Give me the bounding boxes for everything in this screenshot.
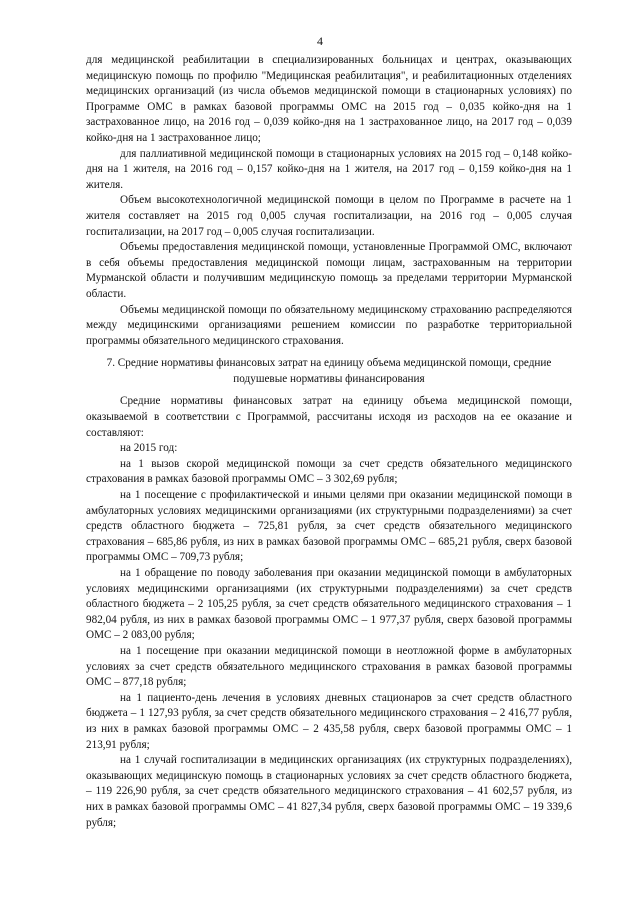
section-heading: 7. Средние нормативы финансовых затрат на единицу объема медицинской помощи, средние подушевые нормативы финансирования	[106, 357, 552, 385]
document-body	[86, 53, 572, 831]
year-label: на 2015 год:	[120, 442, 178, 455]
paragraph-ambulance-norm: на 1 вызов скорой медицинской помощи за счет средств обязательного медицинского страхования в рамках базовой программы ОМС – 3 302,69 рубля;	[86, 457, 572, 486]
paragraph-oms-volume-distribution: Объемы медицинской помощи по обязательному медицинскому страхованию распределяются между медицинскими организациями решением комиссии по разработке территориальной программы обязательного медицинского страхования.	[86, 303, 572, 347]
paragraph-day-hospital-norm: на 1 пациенто-день лечения в условиях дневных стационаров за счет средств областного бюджета – 1 127,93 рубля, за счет средств обязательного медицинского страхования – 2 416,77 рубля, из них в рамках базовой программы ОМС – 2 435,58 рубля, сверх базовой программы ОМС – 1 213,91 рубля;	[86, 691, 572, 751]
paragraph-high-tech-volume: Объем высокотехнологичной медицинской помощи в целом по Программе в расчете на 1 жителя составляет на 2015 год 0,005 случая госпитализации, на 2016 год – 0,005 случая госпитализации, на 2017 год – 0,005 случая госпитализации.	[86, 194, 572, 238]
paragraph-oms-volume-scope: Объемы предоставления медицинской помощи, установленные Программой ОМС, включают в себя объемы предоставления медицинской помощи лицам, застрахованным на территории Мурманской области и получившим медицинскую помощь за пределами территории Мурманской области.	[86, 241, 572, 300]
paragraph-intro: Средние нормативы финансовых затрат на единицу объема медицинской помощи, оказываемой в соответствии с Программой, рассчитаны исходя из расходов на ее оказание и составляют:	[86, 395, 572, 439]
paragraph-rehabilitation-volume: для медицинской реабилитации в специализированных больницах и центрах, оказывающих медицинскую помощь по профилю "Медицинская реабилитация", и реабилитационных отделениях медицинских организаций (из числа объемов медицинской помощи в стационарных условиях) по Программе ОМС в рамках базовой программы ОМС на 2015 год – 0,035 койко-дня на 1 застрахованное лицо, на 2016 год – 0,039 койко-дня на 1 застрахованное лицо, на 2017 год – 0,039 койко-дня на 1 застрахованное лицо;	[86, 54, 572, 144]
paragraph-hospitalization-norm: на 1 случай госпитализации в медицинских организациях (их структурных подразделениях), оказывающих медицинскую помощь в стационарных условиях за счет средств областного бюджета, – 119 226,90 рубля, за счет средств обязательного медицинского страхования – 41 602,57 рубля, из них в рамках базовой программы ОМС – 41 827,34 рубля, сверх базовой программы ОМС – 19 339,6 рубля;	[86, 754, 572, 829]
paragraph-palliative-volume: для паллиативной медицинской помощи в стационарных условиях на 2015 год – 0,148 койко-дня на 1 жителя, на 2016 год – 0,157 койко-дня на 1 жителя, на 2017 год – 0,159 койко-дня на 1 жителя.	[86, 147, 572, 191]
paragraph-urgent-visit-norm: на 1 посещение при оказании медицинской помощи в неотложной форме в амбулаторных условиях за счет средств обязательного медицинского страхования в рамках базовой программы ОМС – 877,18 рубля;	[86, 644, 572, 689]
page-number: 4	[317, 34, 323, 48]
paragraph-illness-visit-norm: на 1 обращение по поводу заболевания при оказании медицинской помощи в амбулаторных условиях медицинскими организациями (их структурными подразделениями) за счет средств областного бюджета – 2 105,25 рубля, за счет средств обязательного медицинского страхования – 1 982,04 рубля, из них в рамках базовой программы ОМС – 1 977,37 рубля, сверх базовой программы ОМС – 2 083,00 рубля;	[86, 567, 572, 642]
paragraph-preventive-visit-norm: на 1 посещение с профилактической и иными целями при оказании медицинской помощи в амбулаторных условиях медицинскими организациями (их структурными подразделениями) за счет средств областного бюджета – 725,81 рубля, за счет средств обязательного медицинского страхования – 685,86 рубля, из них в рамках базовой программы ОМС – 685,21 рубля, сверх базовой программы ОМС – 709,73 рубля;	[86, 489, 572, 564]
